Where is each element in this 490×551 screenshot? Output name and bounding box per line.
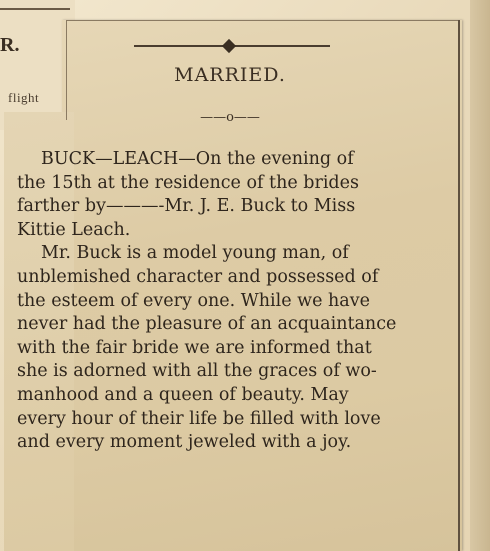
article-line: the esteem of every one. While we have [17,290,370,311]
article-line: BUCK—LEACH—On the evening of [41,149,354,169]
article-line: every hour of their life be filled with love [17,408,381,429]
fragment-letter: R. [0,34,20,56]
fragment-word: flight [8,90,40,105]
clipping-top-border [66,20,460,21]
article-line: unblemished character and possessed of [17,266,379,287]
header-ornament-rule [134,40,330,50]
article-line: farther by———-Mr. J. E. Buck to Miss [17,196,356,217]
fragment-rule [0,8,70,10]
article-line: the 15th at the residence of the brides [17,172,359,193]
article-line: and every moment jeweled with a joy. [17,432,352,453]
article-line: never had the pleasure of an acquaintance [17,314,397,335]
article-line: with the fair bride we are informed that [17,337,372,358]
article-body [17,148,449,455]
article-line: Mr. Buck is a model young man, of [41,243,349,264]
heading-divider: ——o—— [200,110,260,125]
clipping-right-border [458,20,460,551]
section-heading: MARRIED. [174,64,286,86]
article-line: she is adorned with all the graces of wo- [17,361,377,382]
clipping-left-border [66,20,67,120]
article-line: manhood and a queen of beauty. May [17,384,349,405]
article-line: Kittie Leach. [17,219,131,240]
